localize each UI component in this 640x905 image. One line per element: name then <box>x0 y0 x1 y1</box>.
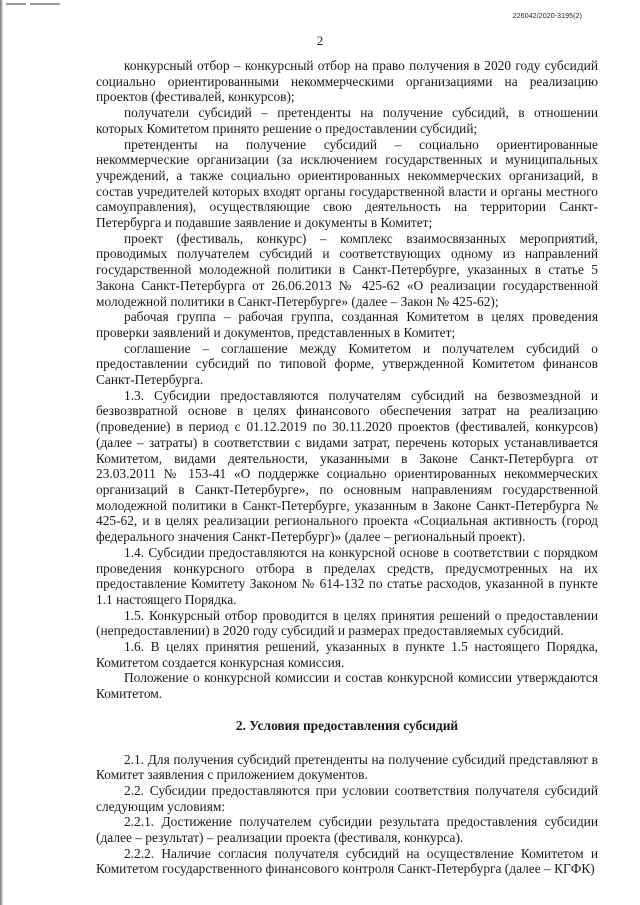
clause-1-4: 1.4. Субсидии предоставляются на конкурсной основе в соответствии с порядком проведения конкурсного отбора в пределах средств, предусмотренных на их предоставление Комитету Законом № 614-132 по статье расходов, указанной в пункте 1.1 настоящего Порядка. <box>96 544 598 607</box>
document-number: 226042/2020-3195(2) <box>512 13 582 20</box>
clause-2-2-1: 2.2.1. Достижение получателем субсидии результата предоставления субсидии (далее – результат) – реализации проекта (фестиваля, конкурса). <box>96 814 598 846</box>
definition-konkursny-otbor: конкурсный отбор – конкурсный отбор на право получения в 2020 году субсидий социально ориентированными некоммерческими организациями на реализацию проектов (фестивалей, конкурсов); <box>96 58 598 105</box>
definition-rabochaya-gruppa: рабочая группа – рабочая группа, созданная Комитетом в целях проведения проверки заявлений и документов, представленных в Комитет; <box>96 309 598 340</box>
clause-2-2-2: 2.2.2. Наличие согласия получателя субсидий на осуществление Комитетом и Комитетом государственного финансового контроля Санкт-Петербурга (далее – КГФК) <box>96 845 598 877</box>
clause-2-2: 2.2. Субсидии предоставляются при условии соответствия получателя субсидий следующим условиям: <box>96 782 598 814</box>
document-body <box>96 58 598 877</box>
scan-edge <box>0 0 3 905</box>
definition-poluchateli: получатели субсидий – претенденты на получение субсидий, в отношении которых Комитетом принято решение о предоставлении субсидий; <box>96 105 598 136</box>
commission-regulation: Положение о конкурсной комиссии и состав конкурсной комиссии утверждаются Комитетом. <box>96 670 598 702</box>
clause-1-5: 1.5. Конкурсный отбор проводится в целях принятия решений о предоставлении (непредоставлении) в 2020 году субсидий и размерах предоставляемых субсидий. <box>96 607 598 639</box>
clause-2-1: 2.1. Для получения субсидий претенденты на получение субсидий представляют в Комитет заявления с приложением документов. <box>96 751 598 783</box>
scan-mark <box>6 3 26 5</box>
scan-mark <box>30 3 60 5</box>
definition-proekt: проект (фестиваль, конкурс) – комплекс взаимосвязанных мероприятий, проводимых получателем субсидий и соответствующих одному из направлений государственной молодежной политики в Санкт-Петербурге, указанных в статье 5 Закона Санкт-Петербурга от 26.06.2013 № 425-62 «О реализации государственной молодежной политики в Санкт-Петербурге» (далее – Закон № 425-62); <box>96 230 598 309</box>
definition-soglashenie: соглашение – соглашение между Комитетом и получателем субсидий о предоставлении субсидий по типовой форме, утвержденной Комитетом финансов Санкт-Петербурга. <box>96 340 598 388</box>
clause-1-3: 1.3. Субсидии предоставляются получателям субсидий на безвозмездной и безвозвратной основе в целях финансового обеспечения затрат на реализацию (проведение) в период с 01.12.2019 по 30.11.2020 проектов (фестивалей, конкурсов) (далее – затраты) в соответствии с видами затрат, перечень которых устанавливается Комитетом, видами деятельности, указанными в Законе Санкт-Петербурга от 23.03.2011 № 153-41 «О поддержке социально ориентированных некоммерческих организаций в Санкт-Петербурге», по основным направлениям государственной молодежной политики в Санкт-Петербурге, указанным в Законе Санкт-Петербурга № 425-62, и в целях реализации регионального проекта «Социальная активность (город федерального значения Санкт-Петербург)» (далее – региональный проект). <box>96 387 598 545</box>
page-number: 2 <box>316 33 324 48</box>
section-heading: 2. Условия предоставления субсидий <box>235 717 459 733</box>
clause-1-6: 1.6. В целях принятия решений, указанных в пункте 1.5 настоящего Порядка, Комитетом создается конкурсная комиссия. <box>96 639 598 670</box>
definition-pretendenty: претенденты на получение субсидий – социально ориентированные некоммерческие организации (за исключением государственных и муниципальных учреждений, а также социально ориентированных некоммерческих организаций, в состав учредителей которых входят органы государственной власти и органы местного самоуправления), осуществляющие свою деятельность на территории Санкт-Петербурга и подавшие заявление и документы в Комитет; <box>96 136 598 231</box>
